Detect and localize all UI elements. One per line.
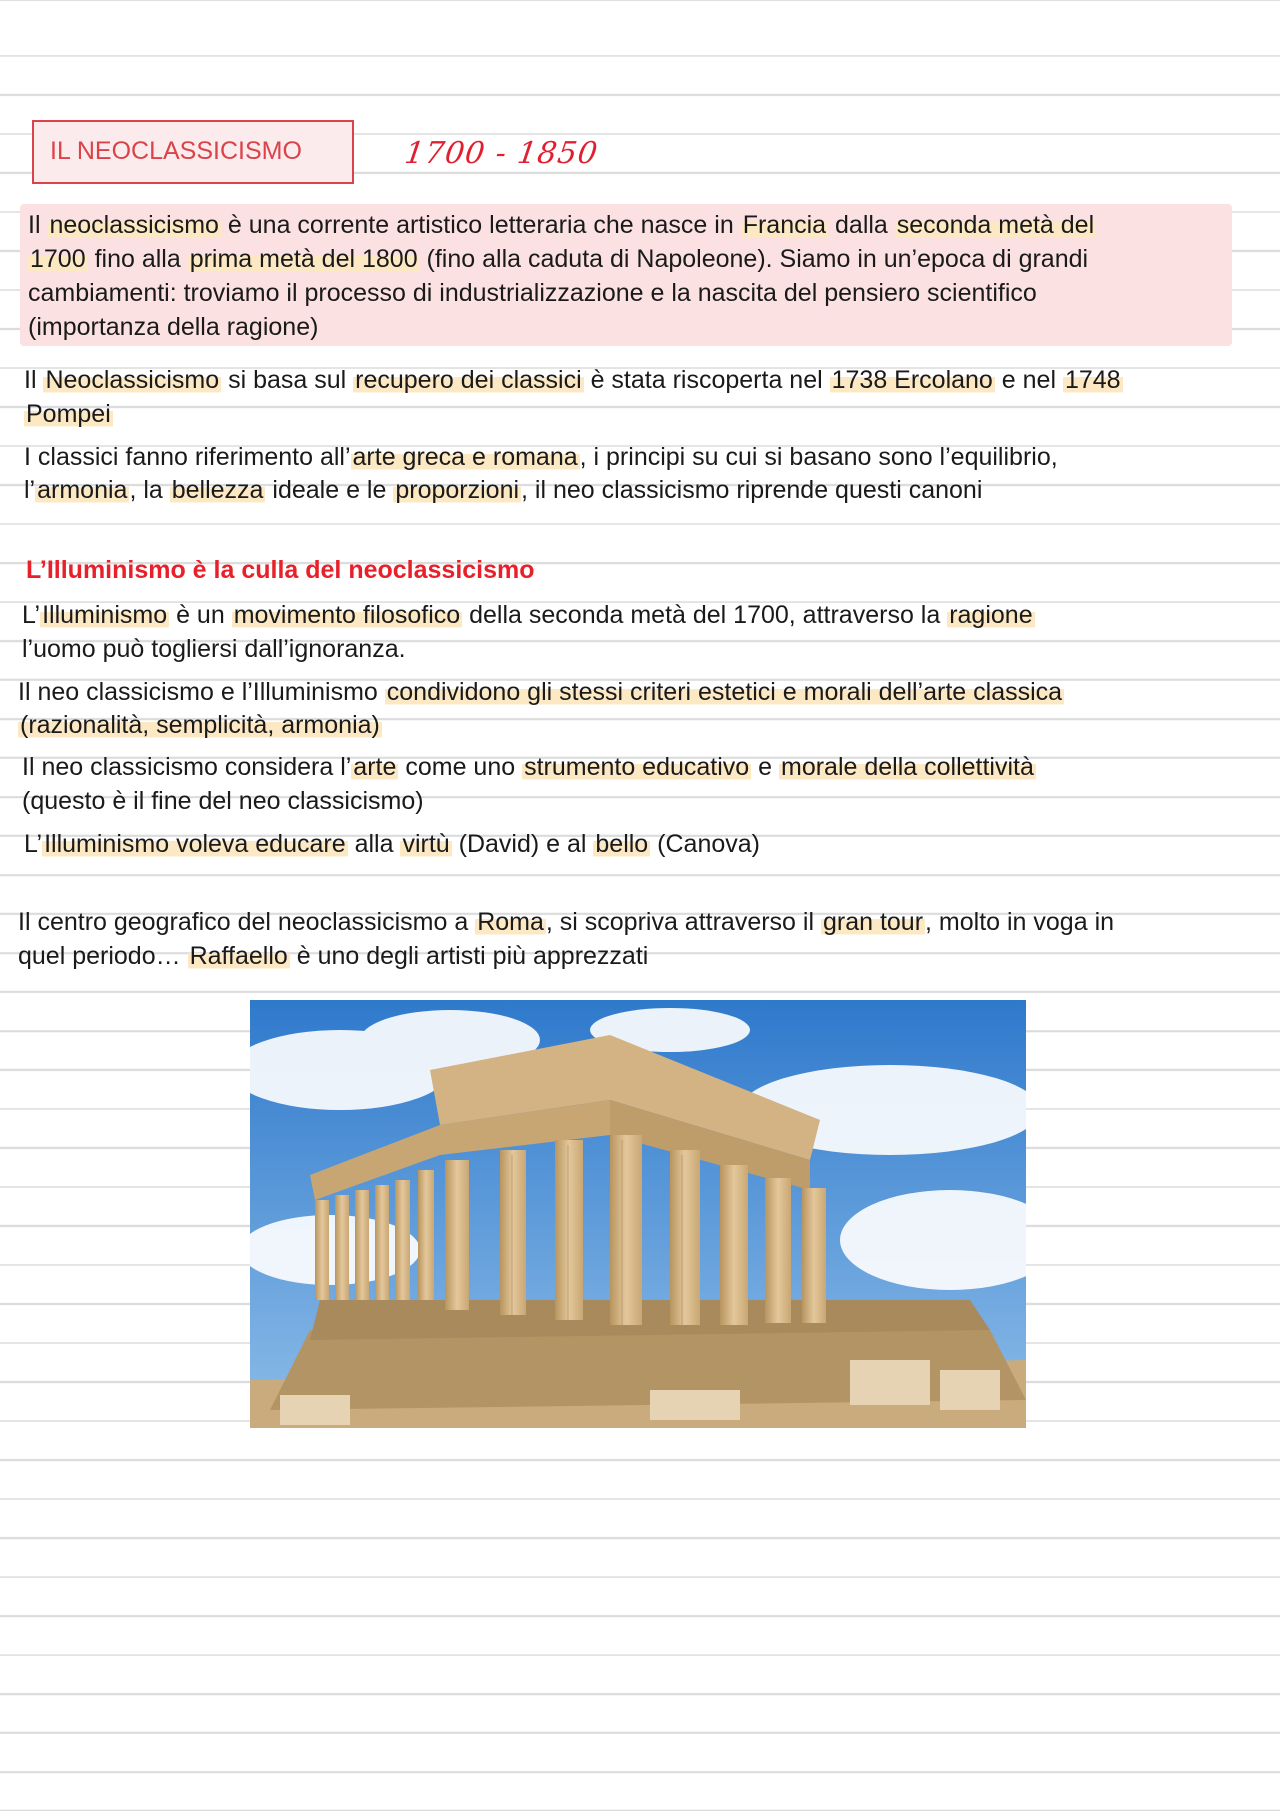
intro-line-4: (importanza della ragione) bbox=[28, 313, 319, 341]
illuminismo-line-1: L’Illuminismo è un movimento filosofico della seconda metà del 1700, attraverso la ragione bbox=[22, 601, 1033, 629]
classici-line-2: l’armonia, la bellezza ideale e le proporzioni, il neo classicismo riprende questi canoni bbox=[24, 476, 983, 504]
classici-line-1: I classici fanno riferimento all’arte greca e romana, i principi su cui si basano sono l’equilibrio, bbox=[24, 443, 1058, 471]
page-title: IL NEOCLASSICISMO bbox=[50, 137, 302, 165]
intro-line-2: 1700 fino alla prima metà del 1800 (fino alla caduta di Napoleone). Siamo in un’epoca di grandi bbox=[30, 245, 1089, 273]
intro-line-3: cambiamenti: troviamo il processo di industrializzazione e la nascita del pensiero scientifico bbox=[28, 279, 1037, 307]
criteri-line-1: Il neo classicismo e l’Illuminismo condividono gli stessi criteri estetici e morali dell’arte classica bbox=[18, 678, 1063, 706]
intro-line-1: Il neoclassicismo è una corrente artistico letteraria che nasce in Francia dalla seconda metà del bbox=[28, 211, 1095, 239]
handwritten-dates: 1700 - 1850 bbox=[402, 136, 601, 171]
section-heading: L’Illuminismo è la culla del neoclassicismo bbox=[26, 556, 535, 584]
virtu-line: L’Illuminismo voleva educare alla virtù (David) e al bello (Canova) bbox=[24, 830, 760, 858]
arte-line-1: Il neo classicismo considera l’arte come uno strumento educativo e morale della collettività bbox=[22, 753, 1034, 781]
parthenon-photo bbox=[250, 1000, 1026, 1428]
roma-line-1: Il centro geografico del neoclassicismo a Roma, si scopriva attraverso il gran tour, molto in voga in bbox=[18, 908, 1115, 936]
illuminismo-line-2: l’uomo può togliersi dall’ignoranza. bbox=[22, 635, 406, 663]
criteri-line-2: (razionalità, semplicità, armonia) bbox=[20, 711, 380, 739]
roma-line-2: quel periodo… Raffaello è uno degli artisti più apprezzati bbox=[18, 942, 649, 970]
recupero-line-1: Il Neoclassicismo si basa sul recupero dei classici è stata riscoperta nel 1738 Ercolano e nel 1748 bbox=[24, 366, 1121, 394]
recupero-line-2: Pompei bbox=[26, 400, 111, 428]
arte-line-2: (questo è il fine del neo classicismo) bbox=[22, 787, 424, 815]
